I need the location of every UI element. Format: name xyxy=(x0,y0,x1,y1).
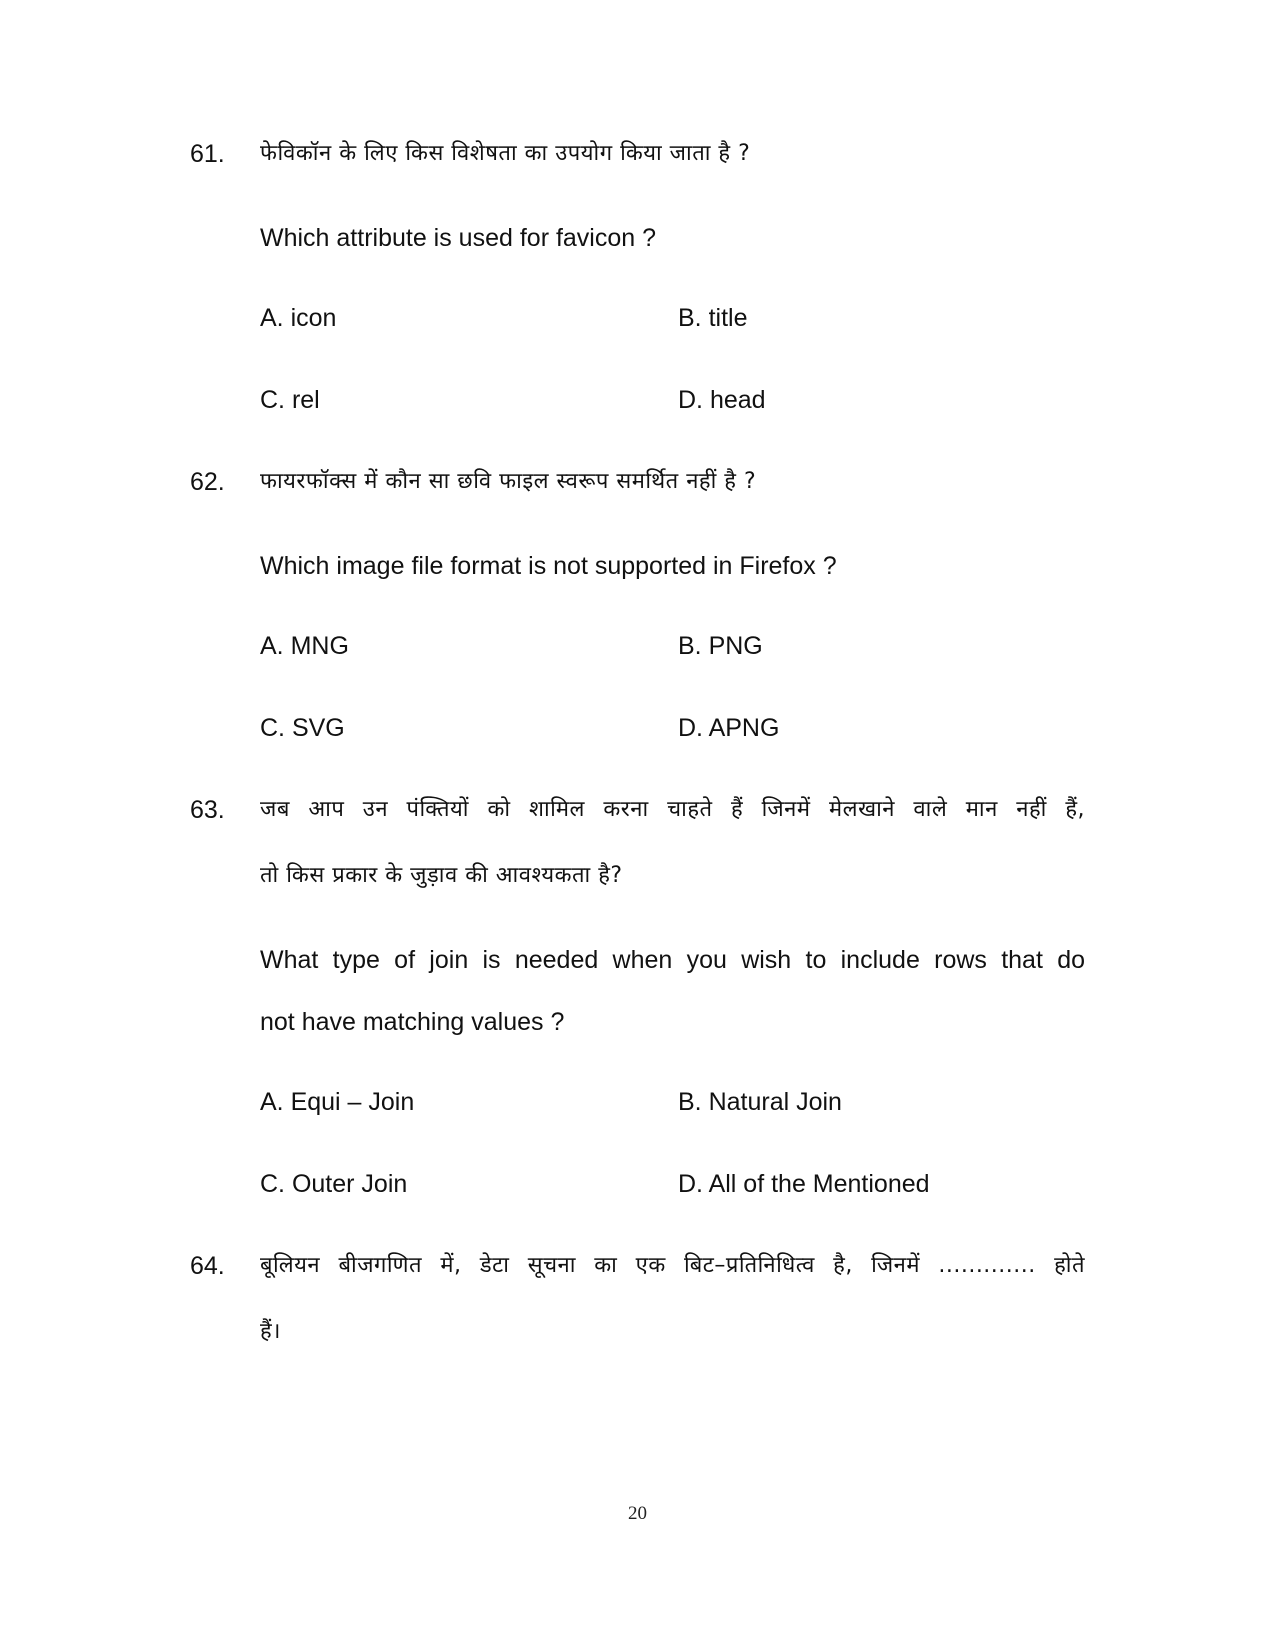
page-number: 20 xyxy=(628,1503,647,1524)
option-a: A. MNG xyxy=(260,632,349,660)
option-b: B. title xyxy=(678,304,748,332)
question-hindi-text: जब आप उन पंक्तियों को शामिल करना चाहते हैं जिनमें मेलखाने वाले मान नहीं हैं, xyxy=(260,797,1085,822)
option-c: C. Outer Join xyxy=(260,1170,408,1198)
question-hindi-text-continued: हैं। xyxy=(260,1319,282,1344)
question-number: 61. xyxy=(190,140,225,168)
option-d: D. All of the Mentioned xyxy=(678,1170,930,1198)
option-a: A. icon xyxy=(260,304,337,332)
question-english-text: What type of join is needed when you wish to include rows that do xyxy=(260,946,1085,974)
question-hindi-text-continued: तो किस प्रकार के जुड़ाव की आवश्यकता है? xyxy=(260,863,623,888)
question-hindi-text: फेविकॉन के लिए किस विशेषता का उपयोग किया जाता है ? xyxy=(260,141,751,166)
question-english-text-continued: not have matching values ? xyxy=(260,1008,565,1036)
option-d: D. head xyxy=(678,386,766,414)
option-b: B. Natural Join xyxy=(678,1088,842,1116)
question-number: 63. xyxy=(190,796,225,824)
question-number: 62. xyxy=(190,468,225,496)
option-c: C. rel xyxy=(260,386,320,414)
question-hindi-text: बूलियन बीजगणित में, डेटा सूचना का एक बिट–प्रतिनिधित्व है, जिनमें ............. होते xyxy=(260,1253,1085,1278)
option-c: C. SVG xyxy=(260,714,345,742)
question-hindi-text: फायरफॉक्स में कौन सा छवि फाइल स्वरूप समर्थित नहीं है ? xyxy=(260,469,757,494)
option-b: B. PNG xyxy=(678,632,763,660)
option-d: D. APNG xyxy=(678,714,780,742)
option-a: A. Equi – Join xyxy=(260,1088,415,1116)
question-english-text: Which attribute is used for favicon ? xyxy=(260,224,657,252)
question-english-text: Which image file format is not supported in Firefox ? xyxy=(260,552,837,580)
question-number: 64. xyxy=(190,1252,225,1280)
